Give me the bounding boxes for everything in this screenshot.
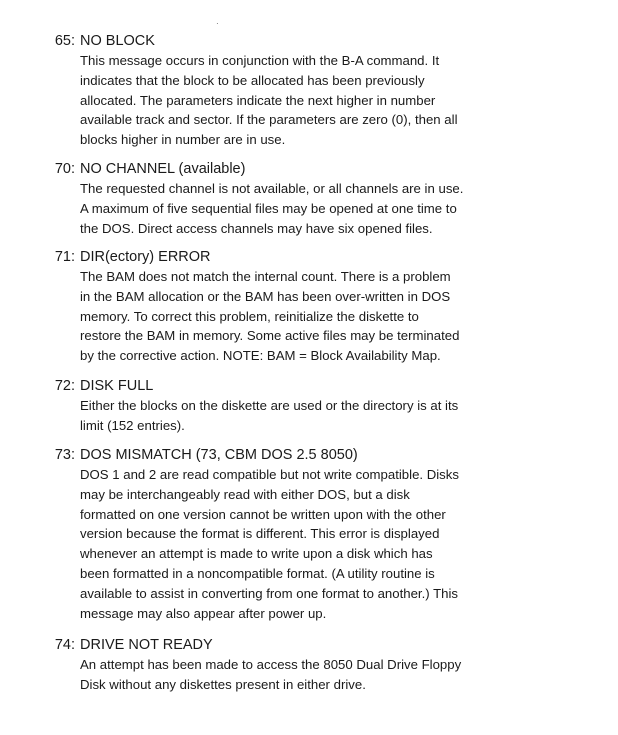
description-line: restore the BAM in memory. Some active files may be terminated [80, 328, 460, 344]
description-line: the DOS. Direct access channels may have six opened files. [80, 220, 433, 236]
description-line: message may also appear after power up. [80, 605, 327, 621]
error-description [80, 465, 590, 623]
description-line: A maximum of five sequential files may be opened at one time to [80, 200, 457, 216]
description-line: limit (152 entries). [80, 417, 185, 433]
error-code: 72: [54, 378, 75, 394]
description-line: been formatted in a noncompatible format. (A utility routine is [80, 565, 435, 581]
description-line: available track and sector. If the parameters are zero (0), then all [80, 112, 458, 128]
description-line: by the corrective action. NOTE: BAM = Block Availability Map. [80, 348, 441, 364]
error-code: 65: [54, 33, 75, 49]
error-description [80, 655, 590, 695]
error-description [80, 396, 590, 436]
error-code: 70: [54, 161, 75, 177]
description-line: blocks higher in number are in use. [80, 132, 286, 148]
error-code: 73: [54, 447, 75, 463]
description-line: formatted on one version cannot be written upon with the other [80, 506, 446, 522]
description-line: allocated. The parameters indicate the next higher in number [80, 92, 436, 108]
error-title: NO CHANNEL (available) [80, 161, 246, 177]
description-line: DOS 1 and 2 are read compatible but not write compatible. Disks [80, 467, 459, 482]
error-title: DRIVE NOT READY [80, 637, 213, 653]
error-description [80, 51, 590, 150]
error-title: NO BLOCK [80, 33, 155, 49]
description-line: available to assist in converting from one format to another.) This [80, 585, 458, 601]
description-line: Disk without any diskettes present in either drive. [80, 676, 366, 692]
description-line: An attempt has been made to access the 8050 Dual Drive Floppy [80, 657, 462, 672]
description-line: The requested channel is not available, or all channels are in use. [80, 181, 464, 196]
error-description [80, 267, 590, 366]
error-code: 74: [54, 637, 75, 653]
description-line: This message occurs in conjunction with the B-A command. It [80, 53, 440, 68]
error-description [80, 179, 590, 238]
error-title: DIR(ectory) ERROR [80, 249, 211, 265]
description-line: The BAM does not match the internal count. There is a problem [80, 269, 451, 284]
description-line: whenever an attempt is made to write upon a disk which has [80, 546, 433, 562]
description-line: version because the format is different. This error is displayed [80, 526, 440, 542]
error-title: DOS MISMATCH (73, CBM DOS 2.5 8050) [80, 447, 358, 463]
description-line: Either the blocks on the diskette are used or the directory is at its [80, 398, 459, 413]
description-line: may be interchangeably read with either DOS, but a disk [80, 486, 410, 502]
error-title: DISK FULL [80, 378, 154, 394]
description-line: indicates that the block to be allocated has been previously [80, 72, 425, 88]
description-line: in the BAM allocation or the BAM has been over-written in DOS [80, 288, 451, 304]
description-line: memory. To correct this problem, reinitialize the diskette to [80, 308, 419, 324]
error-code: 71: [54, 249, 75, 265]
scan-speck: · [216, 19, 219, 28]
